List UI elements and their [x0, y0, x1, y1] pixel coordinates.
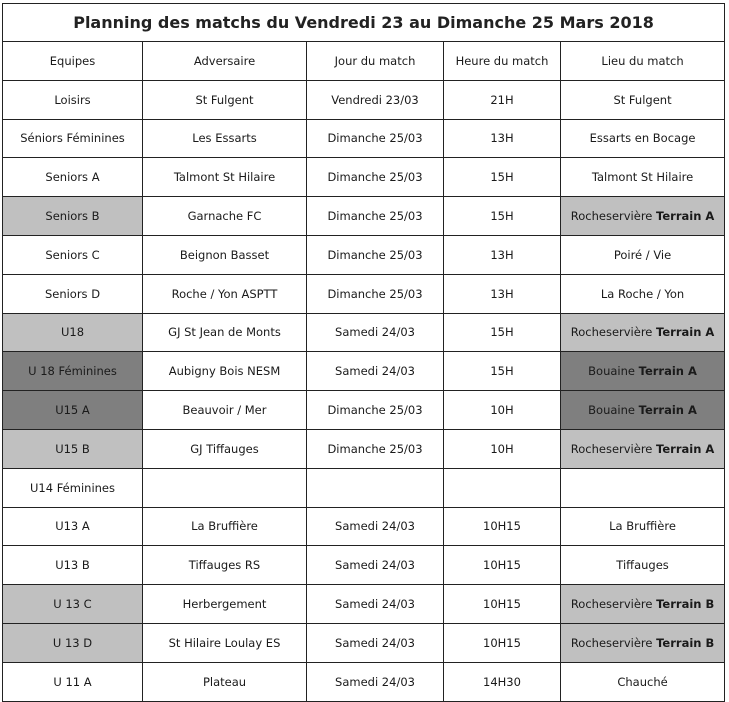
place-name: Rocheservière	[570, 597, 653, 612]
match-day-cell: Vendredi 23/03	[307, 80, 444, 119]
opponent-cell: Roche / Yon ASPTT	[143, 274, 307, 313]
opponent-cell: Plateau	[143, 662, 307, 701]
match-schedule-table	[2, 3, 725, 702]
match-time-cell: 10H15	[444, 546, 561, 585]
match-day-cell: Dimanche 25/03	[307, 158, 444, 197]
opponent-cell: St Fulgent	[143, 80, 307, 119]
title-row	[3, 4, 725, 42]
table-row	[3, 585, 725, 624]
team-cell: Loisirs	[3, 80, 143, 119]
header-opponent: Adversaire	[143, 42, 307, 81]
table-row	[3, 468, 725, 507]
table-row	[3, 158, 725, 197]
table-row	[3, 391, 725, 430]
place-name: Chauché	[617, 674, 668, 689]
place-field: Terrain A	[656, 209, 715, 224]
schedule-title: Planning des matchs du Vendredi 23 au Dimanche 25 Mars 2018	[3, 4, 725, 42]
match-place-cell	[561, 585, 725, 624]
match-place-cell	[561, 623, 725, 662]
table-row	[3, 546, 725, 585]
header-match-place: Lieu du match	[561, 42, 725, 81]
match-day-cell: Samedi 24/03	[307, 623, 444, 662]
match-place-cell	[561, 235, 725, 274]
table-row	[3, 623, 725, 662]
team-cell: U 13 D	[3, 623, 143, 662]
opponent-cell: Aubigny Bois NESM	[143, 352, 307, 391]
match-time-cell: 15H	[444, 158, 561, 197]
team-cell: U 13 C	[3, 585, 143, 624]
place-name: Bouaine	[588, 403, 635, 418]
place-name: La Bruffière	[609, 519, 676, 534]
match-day-cell: Dimanche 25/03	[307, 235, 444, 274]
table-row	[3, 274, 725, 313]
place-field: Terrain A	[638, 364, 697, 379]
match-day-cell: Dimanche 25/03	[307, 274, 444, 313]
team-cell: U14 Féminines	[3, 468, 143, 507]
match-place-cell	[561, 391, 725, 430]
header-teams: Equipes	[3, 42, 143, 81]
table-row	[3, 119, 725, 158]
match-place-cell	[561, 468, 725, 507]
opponent-cell: Beauvoir / Mer	[143, 391, 307, 430]
match-time-cell: 10H	[444, 429, 561, 468]
team-cell: U 11 A	[3, 662, 143, 701]
match-place-cell	[561, 662, 725, 701]
team-cell: Seniors A	[3, 158, 143, 197]
match-day-cell: Dimanche 25/03	[307, 119, 444, 158]
match-time-cell: 15H	[444, 352, 561, 391]
team-cell: Seniors B	[3, 197, 143, 236]
match-day-cell: Samedi 24/03	[307, 507, 444, 546]
place-field: Terrain A	[638, 403, 697, 418]
header-row	[3, 42, 725, 81]
team-cell: Seniors C	[3, 235, 143, 274]
match-time-cell: 14H30	[444, 662, 561, 701]
match-time-cell: 15H	[444, 313, 561, 352]
match-place-cell	[561, 274, 725, 313]
table-row	[3, 313, 725, 352]
opponent-cell: St Hilaire Loulay ES	[143, 623, 307, 662]
match-day-cell	[307, 468, 444, 507]
place-name: Talmont St Hilaire	[591, 170, 694, 185]
team-cell: Seniors D	[3, 274, 143, 313]
opponent-cell: Herbergement	[143, 585, 307, 624]
match-day-cell: Samedi 24/03	[307, 546, 444, 585]
match-day-cell: Samedi 24/03	[307, 662, 444, 701]
match-place-cell	[561, 352, 725, 391]
place-field: Terrain B	[656, 597, 715, 612]
table-row	[3, 429, 725, 468]
match-place-cell	[561, 507, 725, 546]
team-cell: U13 A	[3, 507, 143, 546]
team-cell: U 18 Féminines	[3, 352, 143, 391]
table-row	[3, 662, 725, 701]
place-name: Rocheservière	[570, 325, 653, 340]
place-field: Terrain B	[656, 635, 715, 650]
place-name: Rocheservière	[570, 209, 653, 224]
opponent-cell: GJ St Jean de Monts	[143, 313, 307, 352]
header-match-day: Jour du match	[307, 42, 444, 81]
place-field: Terrain A	[656, 325, 715, 340]
team-cell: U15 B	[3, 429, 143, 468]
place-name: Rocheservière	[570, 635, 653, 650]
place-name: Rocheservière	[570, 441, 653, 456]
match-day-cell: Samedi 24/03	[307, 585, 444, 624]
team-cell: Séniors Féminines	[3, 119, 143, 158]
table-row	[3, 507, 725, 546]
opponent-cell: Tiffauges RS	[143, 546, 307, 585]
match-place-cell	[561, 429, 725, 468]
match-day-cell: Samedi 24/03	[307, 313, 444, 352]
match-day-cell: Dimanche 25/03	[307, 391, 444, 430]
opponent-cell	[143, 468, 307, 507]
header-match-time: Heure du match	[444, 42, 561, 81]
match-time-cell: 13H	[444, 274, 561, 313]
match-time-cell: 15H	[444, 197, 561, 236]
match-place-cell	[561, 80, 725, 119]
table-row	[3, 197, 725, 236]
opponent-cell: Beignon Basset	[143, 235, 307, 274]
team-cell: U15 A	[3, 391, 143, 430]
match-time-cell: 13H	[444, 235, 561, 274]
match-place-cell	[561, 158, 725, 197]
match-time-cell: 13H	[444, 119, 561, 158]
match-time-cell: 10H15	[444, 585, 561, 624]
opponent-cell: Talmont St Hilaire	[143, 158, 307, 197]
place-name: La Roche / Yon	[600, 286, 685, 301]
match-time-cell: 10H	[444, 391, 561, 430]
match-day-cell: Samedi 24/03	[307, 352, 444, 391]
opponent-cell: La Bruffière	[143, 507, 307, 546]
match-time-cell	[444, 468, 561, 507]
team-cell: U13 B	[3, 546, 143, 585]
place-name: St Fulgent	[613, 92, 672, 107]
schedule-body	[3, 4, 725, 702]
table-row	[3, 235, 725, 274]
match-place-cell	[561, 197, 725, 236]
place-name: Poiré / Vie	[613, 247, 672, 262]
match-time-cell: 10H15	[444, 507, 561, 546]
match-day-cell: Dimanche 25/03	[307, 197, 444, 236]
place-name: Bouaine	[588, 364, 635, 379]
match-place-cell	[561, 546, 725, 585]
place-field: Terrain A	[656, 441, 715, 456]
opponent-cell: Garnache FC	[143, 197, 307, 236]
table-row	[3, 80, 725, 119]
place-name: Essarts en Bocage	[589, 131, 696, 146]
place-name: Tiffauges	[616, 558, 669, 573]
match-time-cell: 21H	[444, 80, 561, 119]
match-place-cell	[561, 313, 725, 352]
match-place-cell	[561, 119, 725, 158]
match-day-cell: Dimanche 25/03	[307, 429, 444, 468]
opponent-cell: GJ Tiffauges	[143, 429, 307, 468]
opponent-cell: Les Essarts	[143, 119, 307, 158]
match-time-cell: 10H15	[444, 623, 561, 662]
table-row	[3, 352, 725, 391]
team-cell: U18	[3, 313, 143, 352]
